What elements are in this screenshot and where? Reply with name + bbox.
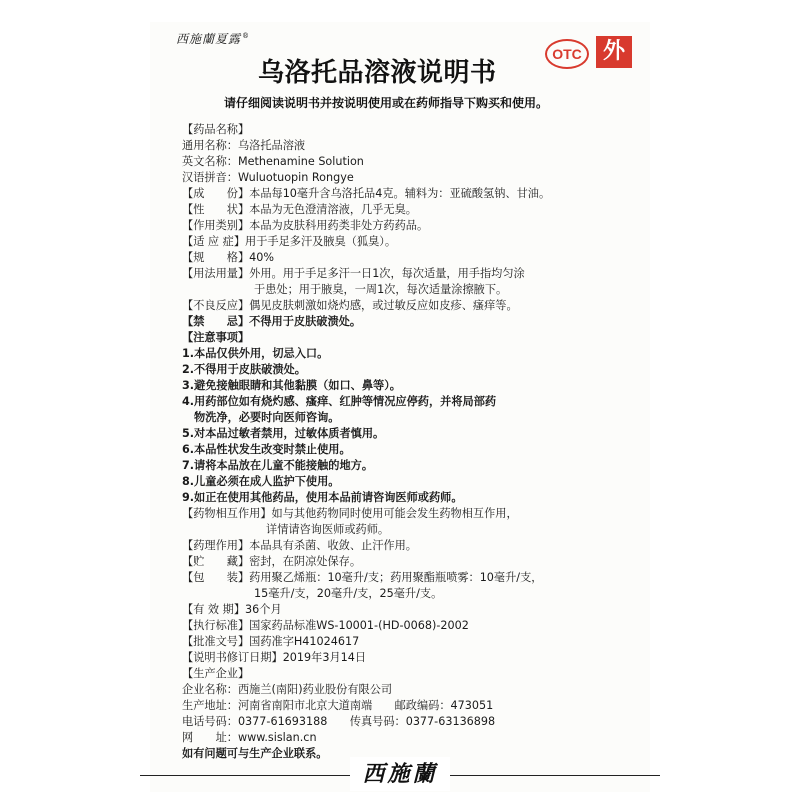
precaution-item: 9.如正在使用其他药品，使用本品前请咨询医师或药师。 xyxy=(182,491,463,504)
drug-interactions: 【药物相互作用】如与其他药物同时使用可能会发生药物相互作用， xyxy=(182,507,518,520)
revision-date: 【说明书修订日期】2019年3月14日 xyxy=(182,651,367,664)
section-heading-drug-name: 【药品名称】 xyxy=(182,123,250,136)
generic-name: 通用名称：乌洛托品溶液 xyxy=(182,139,306,152)
contact-note: 如有问题可与生产企业联系。 xyxy=(182,747,328,760)
precaution-item: 7.请将本品放在儿童不能接触的地方。 xyxy=(182,459,374,472)
external-use-badge: 外 xyxy=(596,36,632,68)
packaging: 【包 装】药用聚乙烯瓶：10毫升/支；药用聚酯瓶喷雾：10毫升/支， xyxy=(182,571,543,584)
brand-logo xyxy=(176,30,250,47)
storage: 【贮 藏】密封，在阴凉处保存。 xyxy=(182,555,362,568)
drug-category: 【作用类别】本品为皮肤科用药类非处方药药品。 xyxy=(182,219,429,232)
precaution-item: 6.本品性状发生改变时禁止使用。 xyxy=(182,443,351,456)
pharmacology: 【药理作用】本品具有杀菌、收敛、止汗作用。 xyxy=(182,539,417,552)
specification: 【规 格】40% xyxy=(182,251,274,264)
section-heading-manufacturer: 【生产企业】 xyxy=(182,667,250,680)
standard: 【执行标准】国家药品标准WS-10001-(HD-0068)-2002 xyxy=(182,619,469,632)
dosage: 【用法用量】外用。用于手足多汗一日1次，每次适量，用手指均匀涂 xyxy=(182,267,525,280)
reading-instruction: 请仔细阅读说明书并按说明使用或在药师指导下购买和使用。 xyxy=(224,96,549,110)
footer-brand-logo: 西施蘭 xyxy=(350,757,450,791)
pinyin-name: 汉语拼音：Wuluotuopin Rongye xyxy=(182,171,354,184)
indications: 【适 应 症】用于手足多汗及腋臭（狐臭）。 xyxy=(182,235,397,248)
precaution-item: 1.本品仅供外用，切忌入口。 xyxy=(182,347,329,360)
document-title: 乌洛托品溶液说明书 xyxy=(258,58,497,88)
appearance: 【性 状】本品为无色澄清溶液，几乎无臭。 xyxy=(182,203,417,216)
precaution-item: 3.避免接触眼睛和其他黏膜（如口、鼻等）。 xyxy=(182,379,401,392)
dosage-continued: 于患处；用于腋臭，一周1次，每次适量涂擦腋下。 xyxy=(254,283,508,296)
packaging-continued: 15毫升/支，20毫升/支，25毫升/支。 xyxy=(254,587,443,600)
brand-logo-text: 西施蘭夏露 xyxy=(176,32,242,46)
shelf-life: 【有 效 期】36个月 xyxy=(182,603,282,616)
company-website: 网 址：www.sislan.cn xyxy=(182,731,317,744)
adverse-reactions: 【不良反应】偶见皮肤刺激如烧灼感，或过敏反应如皮疹、瘙痒等。 xyxy=(182,299,518,312)
section-heading-precautions: 【注意事项】 xyxy=(182,331,250,344)
ingredients: 【成 份】本品每10毫升含乌洛托品4克。辅料为：亚硫酸氢钠、甘油。 xyxy=(182,187,551,200)
english-name: 英文名称：Methenamine Solution xyxy=(182,155,364,168)
company-phone-fax: 电话号码：0377-61693188 传真号码：0377-63136898 xyxy=(182,715,496,728)
precaution-item: 4.用药部位如有烧灼感、瘙痒、红肿等情况应停药，并将局部药 xyxy=(182,395,497,408)
precaution-item: 5.对本品过敏者禁用，过敏体质者慎用。 xyxy=(182,427,385,440)
approval-number: 【批准文号】国药准字H41024617 xyxy=(182,635,360,648)
company-address: 生产地址：河南省南阳市北京大道南端 邮政编码：473051 xyxy=(182,699,494,712)
precaution-item-continued: 物洗净，必要时向医师咨询。 xyxy=(194,411,340,424)
registered-mark: ® xyxy=(242,32,251,40)
otc-badge: OTC xyxy=(545,39,589,69)
precaution-item: 2.不得用于皮肤破溃处。 xyxy=(182,363,306,376)
drug-interactions-continued: 详情请咨询医师或药师。 xyxy=(266,523,390,536)
company-name: 企业名称：西施兰(南阳)药业股份有限公司 xyxy=(182,683,393,696)
precaution-item: 8.儿童必须在成人监护下使用。 xyxy=(182,475,340,488)
contraindications: 【禁 忌】不得用于皮肤破溃处。 xyxy=(182,315,362,328)
